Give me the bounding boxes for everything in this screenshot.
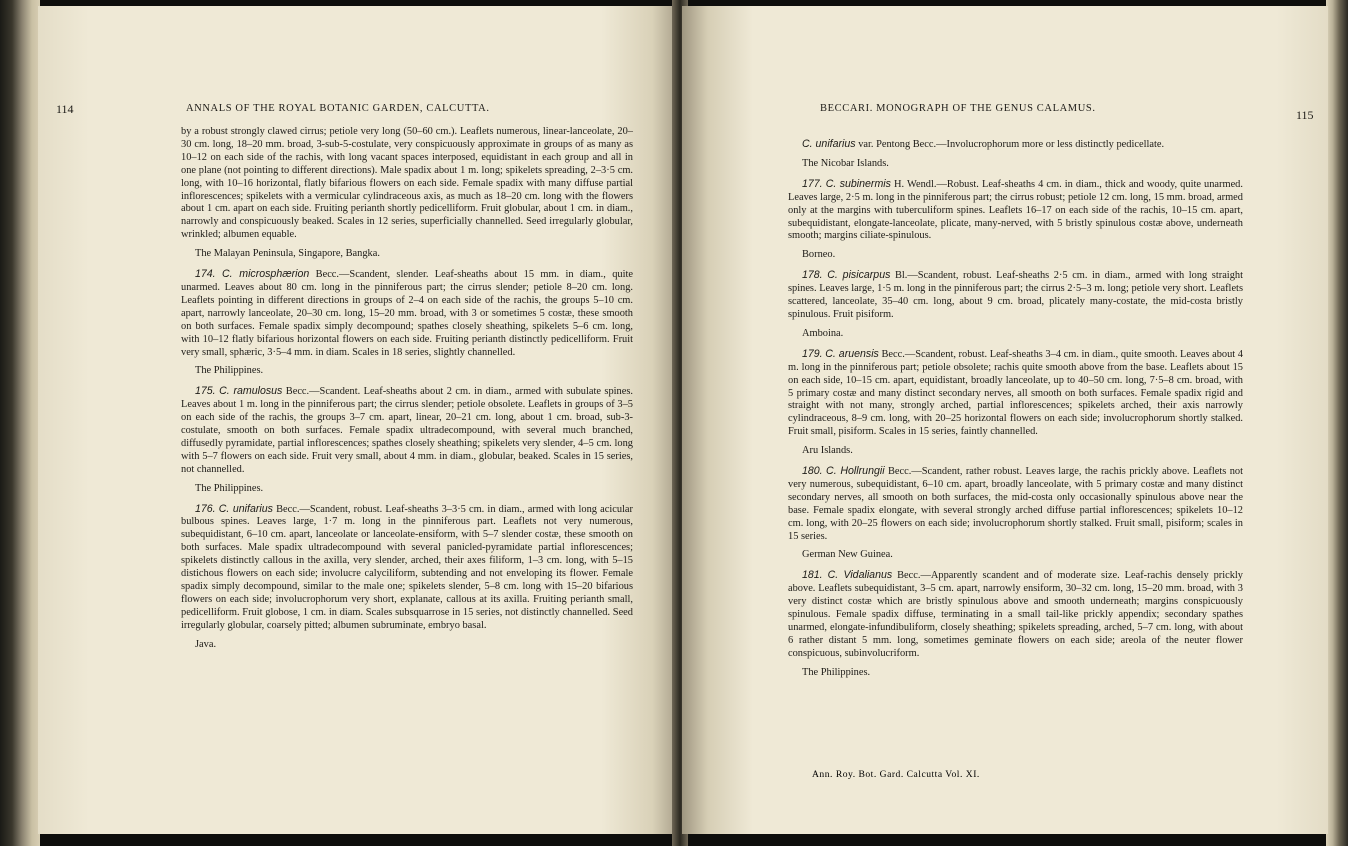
species-number: 174. bbox=[195, 268, 216, 281]
species-number: 175. bbox=[195, 385, 216, 398]
page-footer: Ann. Roy. Bot. Gard. Calcutta Vol. XI. bbox=[812, 769, 980, 780]
species-name: C. aruensis bbox=[825, 347, 879, 360]
species-entry bbox=[788, 269, 1243, 322]
species-number: 179. bbox=[802, 347, 823, 360]
species-number: 177. bbox=[802, 177, 823, 190]
locality-line: The Philippines. bbox=[195, 365, 264, 377]
species-entry bbox=[181, 385, 633, 476]
species-name: C. ramulosus bbox=[219, 385, 283, 398]
species-name: C. unifarius bbox=[802, 138, 856, 150]
species-name: C. Vidalianus bbox=[827, 569, 893, 582]
locality-line: The Philippines. bbox=[195, 482, 264, 494]
continued-paragraph: by a robust strongly clawed cirrus; petiole very long (50–60 cm.). Leaflets numerous, linear-lanceolate, 20–30 cm. long, 18–20 mm. broad, 3-sub-5-costulate, very conspicuously approximate in groups of as many as 10–12 on each side of the rachis, with long vacant spaces interposed, equidistant in each group and all in one plane (not pointing to different directions). Male spadix about 1 m. long; spikelets spreading, 2–3·5 cm. long, with 10–16 horizontal, flatly bifarious flowers on each side. Female spadix with many diffuse partial inflorescences; spikelets with a vermicular cylindraceous axis, as much as 18–20 cm. long with the flowers about 1 cm. apart on each side. Fruiting perianth shortly pedicelliform. Fruit globular, about 1 cm. in diam., narrowly and conspicuously beaked. Scales in 12 series, superficially channelled. Seed irregularly globular, wrinkled; albumen equable. bbox=[181, 126, 633, 241]
species-name: C. microsphærion bbox=[221, 268, 310, 281]
species-description: var. Pentong Becc.—Involucrophorum more or less distinctly pedicellate. bbox=[858, 139, 1165, 150]
book-edge-left bbox=[0, 0, 40, 846]
locality-line: The Philippines. bbox=[802, 666, 871, 678]
species-description: Becc.—Scandent, rather robust. Leaves large, the rachis prickly above. Leaflets not very numerous, subequidistant, 6–10 cm. apart, broadly lanceolate, with 5 primary costæ and many distinct secondary nerves, all smooth on both surfaces, the mid-costa only occasionally spinulous above near the base. Female spadix elongate, with several strongly arched diffuse partial inflorescences; spikelets 10–12 cm. long, with 20–25 flowers on each side; involucrophorum shortly stalked. Fruit small, pisiform; scales in 15 series. bbox=[788, 466, 1243, 542]
species-name: C. Hollrungii bbox=[826, 465, 885, 478]
locality-line: Java. bbox=[195, 638, 217, 650]
locality-line: The Malayan Peninsula, Singapore, Bangka. bbox=[195, 248, 380, 260]
species-description: Becc.—Scandent. Leaf-sheaths about 2 cm. in diam., armed with subulate spines. Leaves about 1 m. long in the pinniferous part; the cirrus slender; petiole obsolete. Leaflets in groups of 3–5 on each side of the rachis, the groups 3–7 cm. apart, linear, 20–21 cm. long, about 1 cm. broad, sub-3-costulate, smooth on both surfaces. Female spadix ultradecompound, with several much branched, diffusedly pyramidate, partial inflorescences; spathes closely sheathing; spikelets very slender, 4–5 cm. long with 5–7 flowers on each side. Fruit very small, about 4 mm. in diam., globular, beaked. Scales in 15 series, not channelled. bbox=[181, 386, 633, 475]
right-text-column bbox=[788, 138, 1243, 687]
species-description: Becc.—Scandent, slender. Leaf-sheaths about 15 mm. in diam., quite unarmed. Leaves about 80 cm. long in the pinniferous part; the cirrus slender; petiole 8–20 cm. long. Leaflets pointing in different directions in groups of 2–4 on each side of the rachis, the groups 5–10 cm. apart, narrowly lanceolate, 20–30 cm. long, 15–20 mm. broad, with 3 or sometimes 5 costæ, these smooth on both surfaces. Female spadix simply decompound; spathes closely sheathing, spikelets 5–6 cm. long, with 10–12 flatly bifarious horizontal flowers on each side. Fruiting perianth distinctly pedicelliform. Fruit very small, sphæric, 3·5–4 mm. in diam. Scales in 18 series, slightly channelled. bbox=[181, 269, 633, 358]
species-number: 176. bbox=[195, 502, 216, 515]
species-entry bbox=[181, 503, 633, 633]
species-number: 181. bbox=[802, 569, 823, 582]
species-entry bbox=[181, 268, 633, 359]
species-description: Becc.—Scandent, robust. Leaf-sheaths 3–3·5 cm. in diam., armed with long acicular bulbous spines. Leaves large, 1·7 m. long in the pinniferous part. Leaflets not very numerous, subequidistant, 6–10 cm. apart, lanceolate or lanceolate-ensiform, with 5–7 slender costæ, these smooth on both surfaces. Male spadix ultradecompound with several panicled-pyramidate partial inflorescences; spikelets distinctly callous in the axilla, very slender, arched, their axes filiform, 1–3 cm. long, with 5–15 distichous flowers on each side; involucre calyciliform, subtending and not enveloping its flower. Female spadix simply decompound, similar to the male one; spikelets slender, 5–8 cm. long with 15–20 bifarious flowers on each side; involucrophorum very short, explanate, callous at its axilla. Fruiting perianth small, pedicelliform. Fruit globose, 1 cm. in diam. Scales subsquarrose in 15 series, not distinctly channelled. Seed irregularly globular, coarsely pitted; albumen subruminate, embryo basal. bbox=[181, 503, 633, 631]
locality-line: Aru Islands. bbox=[802, 445, 853, 457]
right-page bbox=[682, 6, 1328, 834]
left-text-column bbox=[181, 126, 633, 659]
species-entry bbox=[788, 348, 1243, 439]
species-entry bbox=[788, 569, 1243, 660]
species-number: 178. bbox=[802, 269, 823, 282]
left-page-number: 114 bbox=[56, 102, 74, 116]
right-running-head: BECCARI. MONOGRAPH OF THE GENUS CALAMUS. bbox=[820, 103, 1096, 114]
locality-line: Borneo. bbox=[802, 249, 836, 261]
species-number: 180. bbox=[802, 465, 823, 478]
locality-line: German New Guinea. bbox=[802, 549, 893, 561]
locality-line: The Nicobar Islands. bbox=[802, 157, 889, 169]
species-description: Bl.—Scandent, robust. Leaf-sheaths 2·5 cm. in diam., armed with long straight spines. Leaves large, 1·5 m. long in the pinniferous part; the cirrus 2·5–3 m. long; petiole very short. Leaflets scattered, lanceolate, 35–40 cm. long, about 9 cm. broad, plicately many-costate, the mid-costa bristly spinulous. Fruit pisiform. bbox=[788, 270, 1243, 320]
species-name: C. unifarius bbox=[218, 502, 273, 515]
species-entry bbox=[788, 178, 1243, 244]
locality-line: Amboina. bbox=[802, 327, 844, 339]
book-edge-right bbox=[1326, 0, 1348, 846]
species-description: H. Wendl.—Robust. Leaf-sheaths 4 cm. in diam., thick and woody, quite unarmed. Leaves large, 2·5 m. long in the pinniferous part; the cirrus robust; petiole 12 cm. long, 15 mm. broad, armed only at the margins with tuberculiform spines. Leaflets 16–17 on each side of the rachis, 10–15 cm. apart, subequidistant, elongate-lanceolate, plicate, many-nerved, with 5 bristly spinulous costæ above, underneath smooth; margins ciliate-spinulous. bbox=[788, 178, 1243, 242]
left-page bbox=[38, 6, 678, 834]
species-entry bbox=[788, 138, 1243, 152]
left-running-head: ANNALS OF THE ROYAL BOTANIC GARDEN, CALCUTTA. bbox=[186, 103, 490, 114]
species-name: C. subinermis bbox=[825, 177, 891, 190]
species-name: C. pisicarpus bbox=[827, 269, 891, 282]
species-description: Becc.—Apparently scandent and of moderate size. Leaf-rachis densely prickly above. Leaflets subequidistant, 3–5 cm. apart, narrowly ensiform, 30–32 cm. long, 15–20 mm. broad, with 3 very distinct costæ which are bristly spinulous above and smooth underneath; margins conspicuously spinulous. Female spadix diffuse, terminating in a small tail-like prickly appendix; secondary spathes unarmed, elongate-infundibuliform, closely sheathing; spikelets spreading, arched, 5–7 cm. long, with about 6 rather distant 5 mm. long, sometimes geminate flowers on each side; areola of the neuter flower conspicuous, subinvolucriform. bbox=[788, 570, 1244, 659]
species-description: Becc.—Scandent, robust. Leaf-sheaths 3–4 cm. in diam., quite smooth. Leaves about 4 m. long in the pinniferous part; petiole obsolete; rachis quite smooth above from the base. Leaflets about 15 on each side, 10–15 cm. apart, equidistant, broadly lanceolate, up to 40–50 cm. long, 7·5–8 cm. broad, with 5 primary costæ and many distinct secondary nerves, all smooth on both surfaces. Female spadix rigid and straight with not many, strongly arched, partial inflorescences; spikelets arched, their axis narrowly cylindraceous, 8–9 cm. long, with 20–25 horizontal flowers on each side; involucrophorum shortly stalked. Fruit small, pisiform. Scales in 15 series, faintly channelled. bbox=[788, 348, 1243, 438]
right-page-number: 115 bbox=[1296, 108, 1314, 122]
species-entry bbox=[788, 465, 1243, 543]
